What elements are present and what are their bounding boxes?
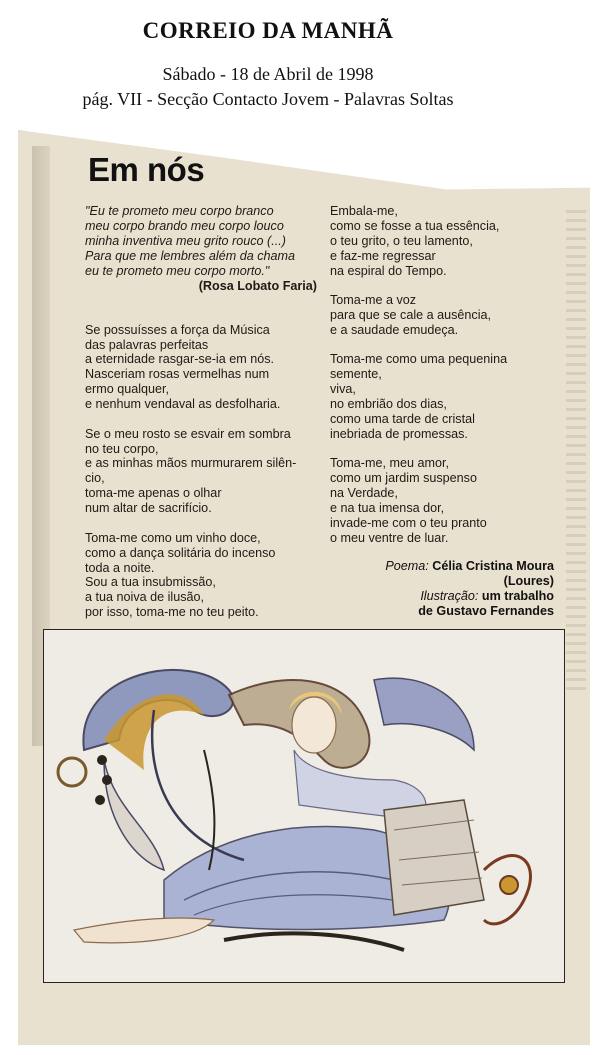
bleed-through-texture	[566, 210, 586, 690]
poem-line: ermo qualquer,	[85, 382, 170, 397]
poem-stanza	[330, 204, 558, 279]
section-info: pág. VII - Secção Contacto Jovem - Palavras Soltas	[82, 89, 454, 109]
epigraph-line: Para que me lembres além da chama	[85, 248, 295, 263]
poem-location: (Loures)	[503, 573, 554, 588]
epigraph-line: eu te prometo meu corpo morto."	[85, 263, 270, 278]
poem-line: Se o meu rosto se esvair em sombra	[85, 426, 291, 441]
illustration-author: de Gustavo Fernandes	[418, 603, 554, 618]
poem-line: toma-me apenas o olhar	[85, 486, 222, 501]
poem-line: Nasceriam rosas vermelhas num	[85, 367, 270, 382]
poem-stanza	[330, 352, 558, 441]
poem-line: num altar de sacrifício.	[85, 501, 212, 516]
poem-line: e na tua imensa dor,	[330, 501, 445, 516]
epigraph-line: minha inventiva meu grito rouco (...)	[85, 233, 286, 248]
epigraph	[85, 204, 325, 293]
illustration	[43, 629, 565, 983]
poem-line: toda a noite.	[85, 560, 155, 575]
illustration-artwork	[44, 630, 564, 982]
poem-line: como uma tarde de cristal	[330, 412, 475, 427]
poem-stanza	[330, 456, 558, 545]
poem-line: na Verdade,	[330, 486, 398, 501]
poem-line: e faz-me regressar	[330, 248, 436, 263]
poem-stanza	[85, 323, 325, 412]
poem-line: e nenhum vendaval as desfolharia.	[85, 397, 281, 412]
poem-line: invade-me com o teu pranto	[330, 516, 487, 531]
poem-line: como um jardim suspenso	[330, 471, 477, 486]
illustration-label: Ilustração:	[420, 588, 479, 603]
poem-stanza	[85, 427, 325, 516]
article-title: Em nós	[88, 151, 205, 188]
poem-author: Célia Cristina Moura	[432, 559, 554, 573]
epigraph-line: meu corpo brando meu corpo louco	[85, 218, 284, 233]
poem-line: Toma-me como uma pequenina	[330, 352, 508, 367]
poem-line: e a saudade emudeça.	[330, 322, 459, 337]
poem-line: o meu ventre de luar.	[330, 531, 449, 545]
poem-line: para que se cale a ausência,	[330, 308, 492, 323]
poem-line: inebriada de promessas.	[330, 426, 468, 441]
poem-line: o teu grito, o teu lamento,	[330, 233, 473, 248]
newspaper-name: CORREIO DA MANHÃ	[142, 18, 394, 43]
poem-line: Se possuísses a força da Música	[85, 322, 270, 337]
poem-line: na espiral do Tempo.	[330, 263, 447, 278]
poem-line: por isso, toma-me no teu peito.	[85, 605, 259, 620]
poem-line: das palavras perfeitas	[85, 337, 209, 352]
poem-line: Sou a tua insubmissão,	[85, 575, 216, 590]
article-credits	[330, 559, 554, 619]
illustration-text: um trabalho	[481, 588, 554, 603]
poem-line: a eternidade rasgar-se-ia em nós.	[85, 352, 275, 367]
poem-line: no teu corpo,	[85, 441, 159, 456]
poem-label: Poema:	[385, 559, 429, 573]
poem-line: Embala-me,	[330, 204, 398, 218]
left-column	[85, 204, 325, 635]
right-column	[330, 204, 558, 561]
poem-line: cio,	[85, 471, 105, 486]
poem-line: a tua noiva de ilusão,	[85, 590, 205, 605]
poem-line: como a dança solitária do incenso	[85, 545, 276, 560]
epigraph-line: "Eu te prometo meu corpo branco	[85, 204, 274, 218]
poem-line: como se fosse a tua essência,	[330, 218, 500, 233]
poem-line: Toma-me a voz	[330, 293, 417, 308]
poem-stanza	[330, 293, 558, 338]
epigraph-author: (Rosa Lobato Faria)	[198, 278, 317, 293]
poem-line: no embrião dos dias,	[330, 397, 447, 412]
poem-line: Toma-me, meu amor,	[330, 456, 449, 471]
publication-date: Sábado - 18 de Abril de 1998	[162, 64, 374, 84]
poem-line: Toma-me como um vinho doce,	[85, 530, 261, 545]
poem-line: semente,	[330, 367, 382, 382]
poem-stanza	[85, 531, 325, 620]
poem-line: e as minhas mãos murmurarem silên-	[85, 456, 297, 471]
poem-line: viva,	[330, 382, 356, 397]
